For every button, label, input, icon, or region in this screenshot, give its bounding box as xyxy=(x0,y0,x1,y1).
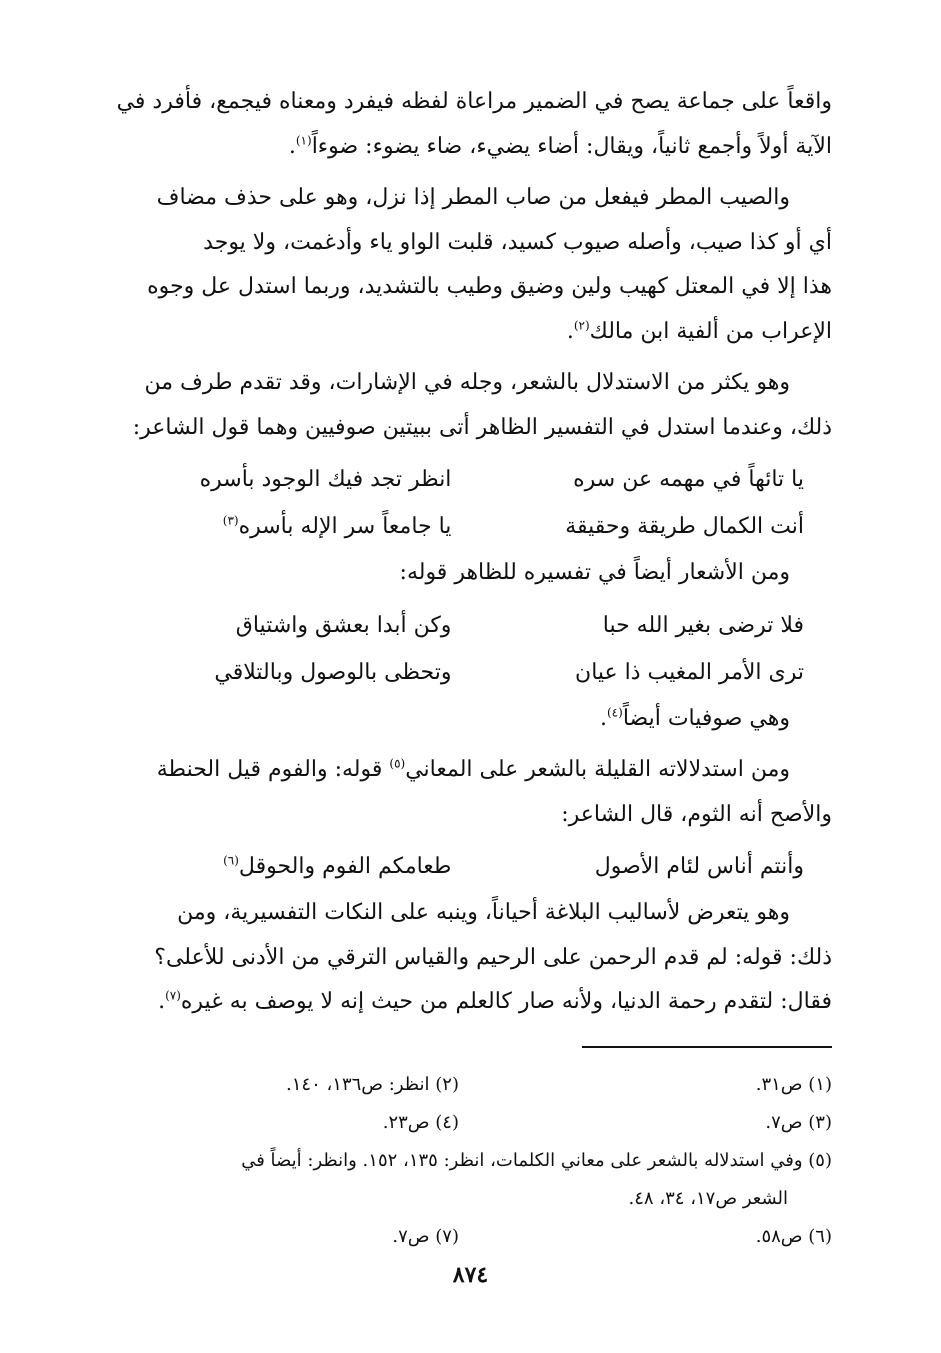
footnote-separator xyxy=(582,1046,832,1048)
text-span: طعامكم الفوم والحوقل xyxy=(238,854,452,880)
footnote-ref: (٥) xyxy=(389,756,406,771)
verse-first-hemistich: يا تائهاً في مهمه عن سره xyxy=(573,467,804,493)
text-line: ومن الأشعار أيضاً في تفسيره للظاهر قوله: xyxy=(399,560,790,585)
footnote-ref: (٦) xyxy=(223,853,239,868)
verse-first-hemistich: ترى الأمر المغيب ذا عيان xyxy=(575,659,804,685)
text-line: هذا إلا في المعتل كهيب ولين وضيق وطيب بالتشديد، وربما استدل عل وجوه xyxy=(147,274,832,299)
footnote-ref: (٢) xyxy=(573,318,590,333)
text-span: ومن استدلالاته القليلة بالشعر على المعاني xyxy=(405,757,790,782)
text-line xyxy=(86,748,832,793)
verse-second-hemistich xyxy=(126,845,451,890)
verse-second-hemistich: انظر تجد فيك الوجود بأسره xyxy=(199,467,452,493)
text-span: فقال: لتقدم رحمة الدنيا، ولأنه صار كالعلم من حيث إنه لا يوصف به غيره xyxy=(180,989,832,1014)
paragraph-7 xyxy=(86,891,832,1025)
text-line: وهو يتعرض لأساليب البلاغة أحياناً، وينبه على النكات التفسيرية، ومن xyxy=(177,900,790,925)
verse-line xyxy=(86,457,832,504)
footnote-row xyxy=(86,1218,832,1256)
footnote-ref: (٤) xyxy=(606,705,623,720)
footnote-2: (٢) انظر: ص١٣٦، ١٤٠. xyxy=(286,1074,459,1095)
footnote-row xyxy=(86,1066,832,1104)
text-span: يا جامعاً سر الإله بأسره xyxy=(238,514,452,540)
text-line: أي أو كذا صيب، وأصله صيوب كسيد، قلبت الواو ياء وأدغمت، ولا يوجد xyxy=(203,229,832,255)
text-line: والأصح أنه الثوم، قال الشاعر: xyxy=(561,801,832,827)
text-line: ذلك، وعندما استدل في التفسير الظاهر أتى ببيتين صوفيين وهما قول الشاعر: xyxy=(132,414,832,440)
text-line: الآية أولاً وأجمع ثانياً، ويقال: أضاء يضيء، ضاء يضوء: ضوءاً$^{(١)}$. xyxy=(288,133,832,159)
footnote-7: (٧) ص٧. xyxy=(392,1226,459,1247)
text-span: الإعراب من ألفية ابن مالك xyxy=(589,318,832,344)
verse-line xyxy=(86,504,832,551)
text-line: فقال: لتقدم رحمة الدنيا، ولأنه صار كالعلم من حيث إنه لا يوصف به غيره$^{(٧)}$. xyxy=(158,988,832,1014)
text-line: والصيب المطر فيفعل من صاب المطر إذا نزل، وهو على حذف مضاف xyxy=(156,185,790,210)
text-span: قوله: والفوم قيل الحنطة xyxy=(156,757,390,782)
footnote-5-continuation: الشعر ص١٧، ٣٤، ٤٨. xyxy=(628,1188,788,1209)
text-line: الإعراب من ألفية ابن مالك$^{(٢)}$. xyxy=(566,318,832,344)
paragraph-5 xyxy=(86,697,832,742)
poem-verses-3 xyxy=(86,844,832,891)
footnote-6: (٦) ص٥٨. xyxy=(755,1226,832,1247)
page-number: ٨٧٤ xyxy=(452,1262,489,1288)
footnote-1: (١) ص٣١. xyxy=(755,1074,832,1095)
verse-line xyxy=(86,650,832,697)
verse-first-hemistich: وأنتم أناس لئام الأصول xyxy=(594,854,804,880)
text-span: وهي صوفيات أيضاً xyxy=(622,705,790,731)
paragraph-3 xyxy=(86,361,832,450)
verse-second-hemistich: وتحظى بالوصول وبالتلاقي xyxy=(214,659,452,685)
footnote-ref: (٣) xyxy=(222,513,239,528)
footnotes xyxy=(86,1066,832,1256)
paragraph-1 xyxy=(86,80,832,169)
text-line: وهو يكثر من الاستدلال بالشعر، وجله في الإشارات، وقد تقدم طرف من xyxy=(144,370,790,395)
footnote-4: (٤) ص٢٣. xyxy=(382,1112,459,1133)
verse-line xyxy=(86,603,832,650)
verse-line xyxy=(86,844,832,891)
verse-first-hemistich: فلا ترضى بغير الله حبا xyxy=(602,612,804,638)
footnote-ref: (١) xyxy=(295,133,312,148)
paragraph-2 xyxy=(86,176,832,354)
footnote-ref: (٧) xyxy=(165,988,181,1003)
footnote-5: (٥) وفي استدلاله بالشعر على معاني الكلمات، انظر: ١٣٥، ١٥٢. وانظر: أيضاً في xyxy=(241,1150,832,1171)
text-line: وهي صوفيات أيضاً$^{(٤)}$. xyxy=(599,705,790,731)
verse-second-hemistich xyxy=(126,505,451,550)
main-text xyxy=(86,80,832,1032)
paragraph-4 xyxy=(86,551,832,596)
footnote-3: (٣) ص٧. xyxy=(765,1112,832,1133)
text-span: الآية أولاً وأجمع ثانياً، ويقال: أضاء يضيء، ضاء يضوء: ضوءاً xyxy=(311,133,832,159)
poem-verses-1 xyxy=(86,457,832,551)
footnote-row xyxy=(86,1104,832,1142)
paragraph-6 xyxy=(86,748,832,837)
poem-verses-2 xyxy=(86,603,832,697)
text-line: واقعاً على جماعة يصح في الضمير مراعاة لفظه فيفرد ومعناه فيجمع، فأفرد في xyxy=(116,89,832,114)
verse-second-hemistich: وكن أبدا بعشق واشتياق xyxy=(235,612,452,638)
verse-first-hemistich: أنت الكمال طريقة وحقيقة xyxy=(565,514,804,540)
text-line: ذلك: قوله: لم قدم الرحمن على الرحيم والقياس الترقي من الأدنى للأعلى؟ xyxy=(154,944,832,970)
